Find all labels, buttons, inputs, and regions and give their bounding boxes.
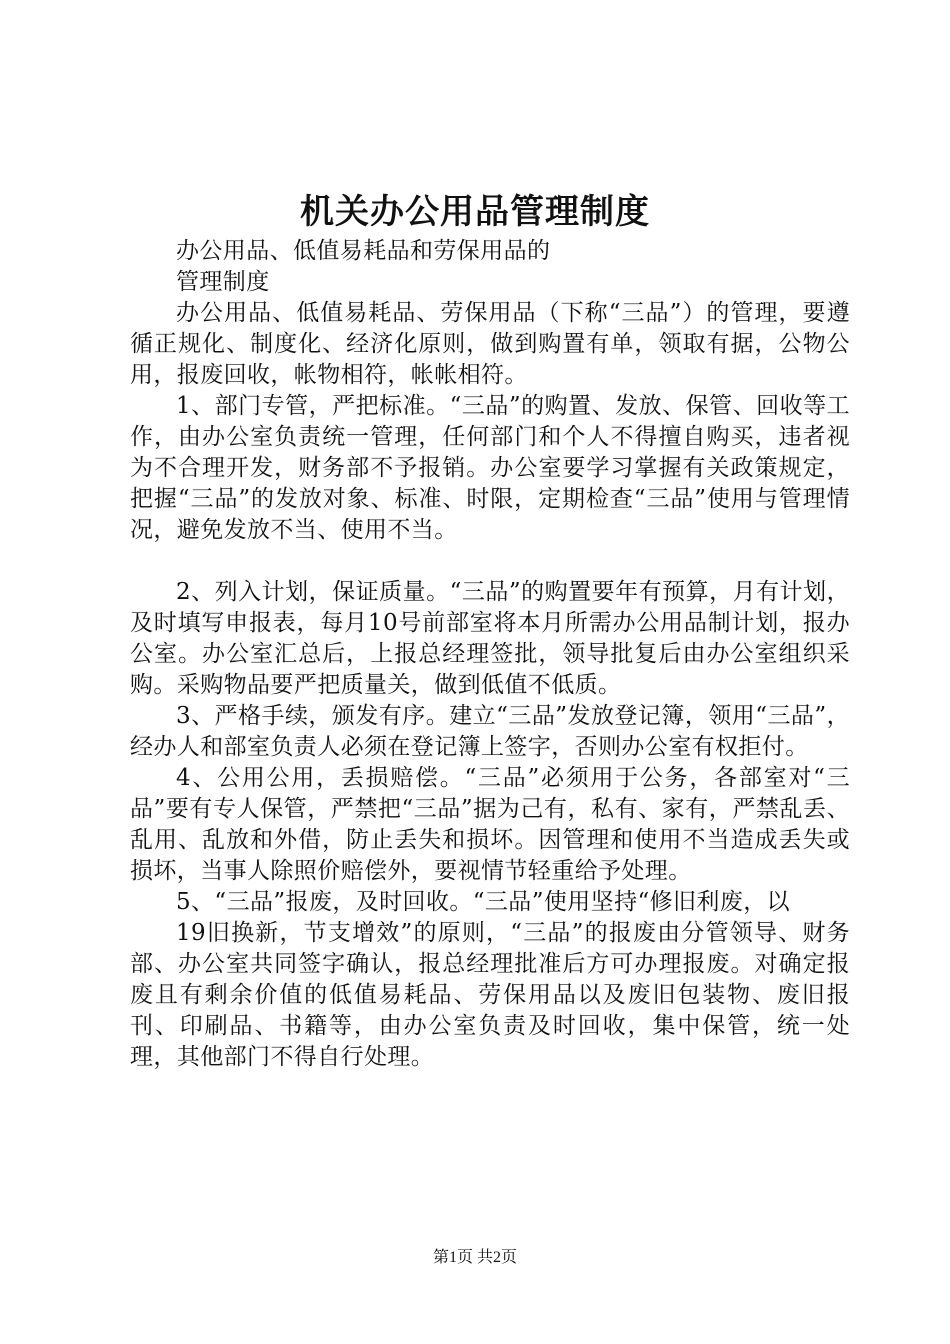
rule-1-paragraph: 1、部门专管，严把标准。“三品”的购置、发放、保管、回收等工作，由办公室负责统一管理，任何部门和个人不得擅自购买，违者视为不合理开发，财务部不予报销。办公室要学习掌握有关政策规定，把握“三品”的发放对象、标准、时限，定期检查“三品”使用与管理情况，避免发放不当、使用不当。 [130,393,850,543]
rule-5-continuation-paragraph: 19旧换新，节支增效”的原则，“三品”的报废由分管领导、财务部、办公室共同签字确认，报总经理批准后方可办理报废。对确定报废且有剩余价值的低值易耗品、劳保用品以及废旧包装物、废旧报刊、印刷品、书籍等，由办公室负责及时回收，集中保管，统一处理，其他部门不得自行处理。 [130,920,850,1070]
document-body [130,236,850,1073]
rule-5-paragraph: 5、“三品”报废，及时回收。“三品”使用坚持“修旧利废，以 [176,889,791,915]
intro-line-2: 管理制度 [176,269,270,295]
rule-4-paragraph: 4、公用公用，丢损赔偿。“三品”必须用于公务，各部室对“三品”要有专人保管，严禁把“三品”据为己有，私有、家有，严禁乱丢、乱用、乱放和外借，防止丢失和损坏。因管理和使用不当造成丢失或损坏，当事人除照价赔偿外，要视情节轻重给予处理。 [130,765,850,884]
document-title: 机关办公用品管理制度 [300,192,650,232]
intro-line-1: 办公用品、低值易耗品和劳保用品的 [176,238,551,264]
paragraph-gap [130,546,850,577]
page-footer: 第1页 共2页 [432,1249,517,1266]
rule-3-paragraph: 3、严格手续，颁发有序。建立“三品”发放登记簿，领用“三品”，经办人和部室负责人必须在登记簿上签字，否则办公室有权拒付。 [130,703,850,760]
preamble-paragraph: 办公用品、低值易耗品、劳保用品（下称“三品”）的管理，要遵循正规化、制度化、经济化原则，做到购置有单，领取有据，公物公用，报废回收，帐物相符，帐帐相符。 [130,300,850,388]
rule-2-paragraph: 2、列入计划，保证质量。“三品”的购置要年有预算，月有计划，及时填写申报表，每月10号前部室将本月所需办公用品制计划，报办公室。办公室汇总后，上报总经理签批，领导批复后由办公室组织采购。采购物品要严把质量关，做到低值不低质。 [130,579,850,698]
